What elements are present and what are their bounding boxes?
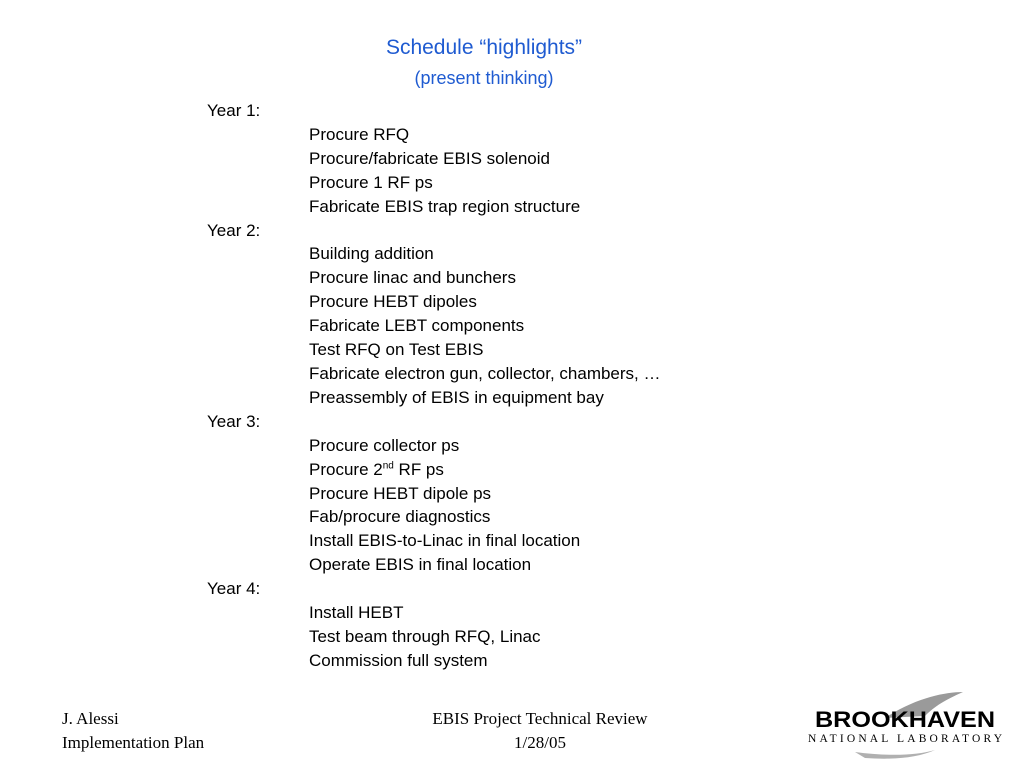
task-item: Test beam through RFQ, Linac — [309, 626, 541, 646]
year-4-label: Year 4: — [207, 579, 261, 599]
task-item: Install HEBT — [309, 603, 404, 623]
task-item: Preassembly of EBIS in equipment bay — [309, 387, 604, 407]
year-3-label: Year 3: — [207, 411, 261, 431]
schedule-list — [207, 99, 807, 673]
task-item: Procure/fabricate EBIS solenoid — [309, 148, 550, 168]
task-item: Fab/procure diagnostics — [309, 507, 491, 527]
footer-center — [340, 707, 740, 755]
task-item: Commission full system — [309, 650, 488, 670]
task-item: Procure linac and bunchers — [309, 268, 516, 288]
task-item: Building addition — [309, 244, 434, 264]
footer-event: EBIS Project Technical Review — [432, 709, 648, 728]
task-item: Procure RFQ — [309, 124, 410, 144]
slide-subtitle: (present thinking) — [414, 68, 554, 88]
task-item: Procure HEBT dipole ps — [309, 483, 492, 503]
ordinal-suffix: nd — [382, 459, 394, 471]
task-text-tail: RF ps — [393, 459, 444, 479]
task-item — [207, 458, 807, 482]
footer-author: J. Alessi — [62, 709, 119, 728]
footer-date: 1/28/05 — [514, 733, 566, 752]
slide-title: Schedule “highlights” — [385, 36, 583, 59]
footer-left — [62, 707, 204, 755]
logo-wordmark: BROOKHAVEN — [815, 707, 995, 732]
brookhaven-logo — [805, 690, 1010, 762]
task-text: Procure 2 — [309, 459, 383, 479]
task-item: Fabricate EBIS trap region structure — [309, 196, 581, 216]
task-item: Fabricate LEBT components — [309, 316, 525, 336]
task-item: Operate EBIS in final location — [309, 555, 532, 575]
logo-tagline: NATIONAL LABORATORY — [808, 733, 1002, 745]
task-item: Install EBIS-to-Linac in final location — [309, 531, 581, 551]
year-2-label: Year 2: — [207, 220, 261, 240]
task-item: Procure HEBT dipoles — [309, 292, 477, 312]
task-item: Fabricate electron gun, collector, chambers, … — [309, 363, 661, 383]
year-1-label: Year 1: — [207, 101, 261, 120]
task-item: Test RFQ on Test EBIS — [309, 340, 484, 360]
task-item: Procure 1 RF ps — [309, 172, 433, 192]
task-item: Procure collector ps — [309, 435, 460, 455]
footer-section: Implementation Plan — [62, 733, 205, 752]
